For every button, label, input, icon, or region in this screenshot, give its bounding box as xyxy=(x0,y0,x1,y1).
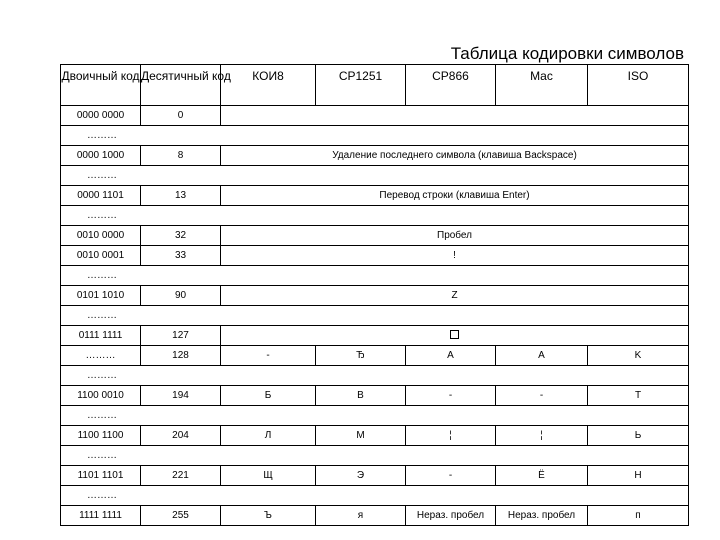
ellipsis-cell: ……… xyxy=(61,206,689,226)
decimal-cell: 0 xyxy=(141,106,221,126)
iso-cell: Т xyxy=(588,386,689,406)
decimal-cell: 8 xyxy=(141,146,221,166)
ellipsis-cell: ……… xyxy=(61,266,689,286)
decimal-cell: 194 xyxy=(141,386,221,406)
header-row xyxy=(61,65,689,106)
ellipsis-cell: ……… xyxy=(61,306,689,326)
binary-cell: 0010 0000 xyxy=(61,226,141,246)
merged-cell: ! xyxy=(221,246,689,266)
cp1251-cell: М xyxy=(316,426,406,446)
table-row xyxy=(61,426,689,446)
square-glyph-icon xyxy=(450,330,459,339)
cp866-cell: ¦ xyxy=(406,426,496,446)
header-cp866: CP866 xyxy=(406,65,496,106)
table-row xyxy=(61,346,689,366)
binary-cell: 1100 1100 xyxy=(61,426,141,446)
binary-cell: 0000 1101 xyxy=(61,186,141,206)
binary-cell: 0000 1000 xyxy=(61,146,141,166)
decimal-cell: 128 xyxy=(141,346,221,366)
decimal-cell: 127 xyxy=(141,326,221,346)
encoding-table xyxy=(60,64,689,526)
table-row xyxy=(61,186,689,206)
mac-cell: Нерaз. пробел xyxy=(496,506,588,526)
header-decimal: Десятичный код xyxy=(141,65,221,106)
table-row xyxy=(61,106,689,126)
decimal-cell: 204 xyxy=(141,426,221,446)
cp1251-cell: Э xyxy=(316,466,406,486)
mac-cell: - xyxy=(496,386,588,406)
iso-cell: K xyxy=(588,346,689,366)
ellipsis-row xyxy=(61,486,689,506)
table-row xyxy=(61,226,689,246)
cp866-cell: - xyxy=(406,386,496,406)
cp1251-cell: Ђ xyxy=(316,346,406,366)
decimal-cell: 90 xyxy=(141,286,221,306)
ellipsis-cell: ……… xyxy=(61,366,689,386)
merged-cell: Пробел xyxy=(221,226,689,246)
ellipsis-cell: ……… xyxy=(61,166,689,186)
iso-cell: п xyxy=(588,506,689,526)
mac-cell: А xyxy=(496,346,588,366)
page-title: Таблица кодировки символов xyxy=(450,44,684,63)
mac-cell: Ё xyxy=(496,466,588,486)
cp866-cell: - xyxy=(406,466,496,486)
table-row xyxy=(61,286,689,306)
koi8-cell: - xyxy=(221,346,316,366)
merged-cell: Удаление последнего символа (клавиша Backspace) xyxy=(221,146,689,166)
header-cp1251: CP1251 xyxy=(316,65,406,106)
merged-cell: Z xyxy=(221,286,689,306)
table-row xyxy=(61,506,689,526)
koi8-cell: Ъ xyxy=(221,506,316,526)
binary-cell: 0111 1111 xyxy=(61,326,141,346)
iso-cell: Н xyxy=(588,466,689,486)
binary-cell: 0010 0001 xyxy=(61,246,141,266)
header-iso: ISO xyxy=(588,65,689,106)
binary-cell: 0101 1010 xyxy=(61,286,141,306)
iso-cell: Ь xyxy=(588,426,689,446)
binary-cell: 1100 0010 xyxy=(61,386,141,406)
merged-cell xyxy=(221,326,689,346)
table-row xyxy=(61,146,689,166)
table-row xyxy=(61,246,689,266)
header-mac: Mac xyxy=(496,65,588,106)
binary-cell: 1111 1111 xyxy=(61,506,141,526)
koi8-cell: Л xyxy=(221,426,316,446)
merged-cell: Перевод строки (клавиша Enter) xyxy=(221,186,689,206)
cp866-cell: Нерaз. пробел xyxy=(406,506,496,526)
cp1251-cell: В xyxy=(316,386,406,406)
binary-cell: ……… xyxy=(61,346,141,366)
header-binary: Двоичный код xyxy=(61,65,141,106)
decimal-cell: 33 xyxy=(141,246,221,266)
header-koi8: КОИ8 xyxy=(221,65,316,106)
ellipsis-row xyxy=(61,446,689,466)
cp1251-cell: я xyxy=(316,506,406,526)
koi8-cell: Щ xyxy=(221,466,316,486)
ellipsis-cell: ……… xyxy=(61,126,689,146)
table-row xyxy=(61,386,689,406)
binary-cell: 0000 0000 xyxy=(61,106,141,126)
decimal-cell: 221 xyxy=(141,466,221,486)
ellipsis-row xyxy=(61,406,689,426)
decimal-cell: 13 xyxy=(141,186,221,206)
ellipsis-cell: ……… xyxy=(61,486,689,506)
decimal-cell: 32 xyxy=(141,226,221,246)
decimal-cell: 255 xyxy=(141,506,221,526)
binary-cell: 1101 1101 xyxy=(61,466,141,486)
ellipsis-row xyxy=(61,126,689,146)
ellipsis-row xyxy=(61,206,689,226)
merged-cell xyxy=(221,106,689,126)
ellipsis-cell: ……… xyxy=(61,446,689,466)
ellipsis-row xyxy=(61,166,689,186)
ellipsis-row xyxy=(61,366,689,386)
koi8-cell: Б xyxy=(221,386,316,406)
table-row xyxy=(61,326,689,346)
mac-cell: ¦ xyxy=(496,426,588,446)
cp866-cell: А xyxy=(406,346,496,366)
ellipsis-row xyxy=(61,306,689,326)
table-row xyxy=(61,466,689,486)
ellipsis-cell: ……… xyxy=(61,406,689,426)
ellipsis-row xyxy=(61,266,689,286)
